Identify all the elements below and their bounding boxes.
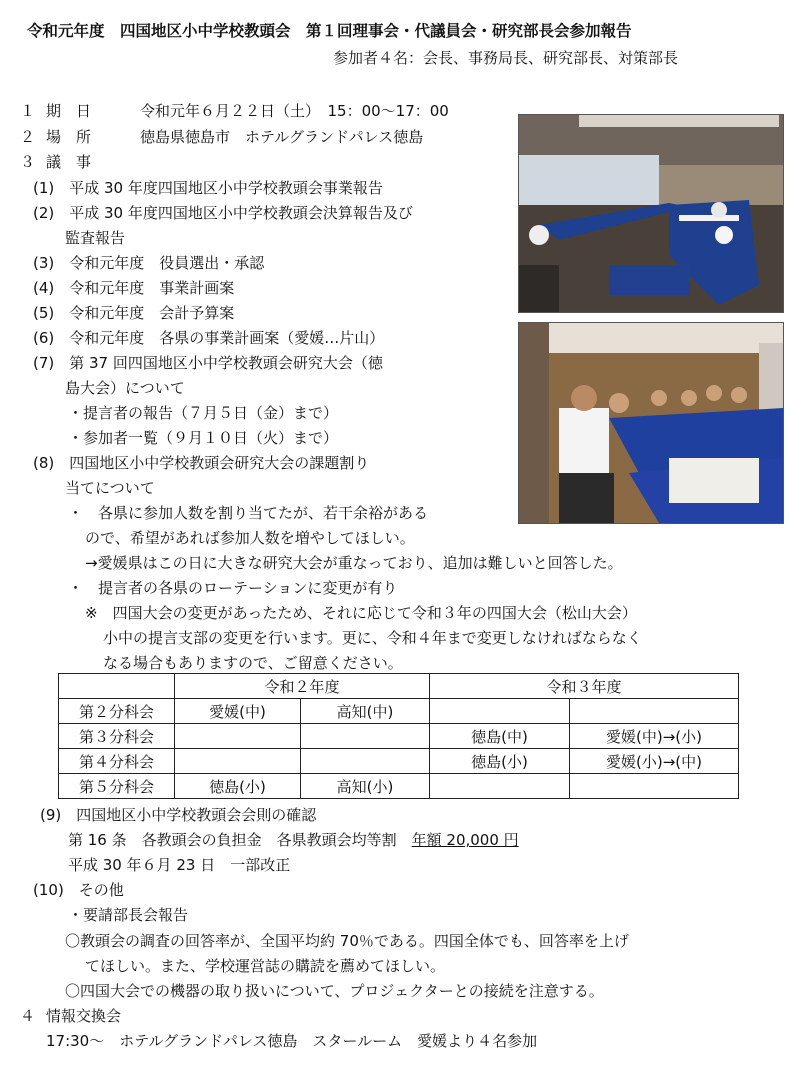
section-2-label: 場 所 bbox=[46, 128, 92, 146]
table-cell bbox=[301, 724, 430, 749]
agenda-item-10: (10) その他 bbox=[33, 881, 124, 899]
agenda-item-7-sub-1: ・提言者の報告（７月５日（金）まで） bbox=[68, 404, 339, 422]
meeting-photo-1 bbox=[518, 114, 784, 313]
agenda-item-7: (7) 第 37 回四国地区小中学校教頭会研究大会（徳 bbox=[33, 354, 383, 372]
agenda-item-1: (1) 平成 30 年度四国地区小中学校教頭会事業報告 bbox=[33, 179, 383, 197]
table-cell: 愛媛(中)→(小) bbox=[570, 724, 739, 749]
table-cell bbox=[175, 724, 301, 749]
section-3-number: ３ bbox=[20, 153, 36, 171]
table-year-header: 令和３年度 bbox=[430, 674, 739, 699]
agenda-item-9: (9) 四国地区小中学校教頭会会則の確認 bbox=[40, 806, 317, 824]
agenda-item-3: (3) 令和元年度 役員選出・承認 bbox=[33, 254, 265, 272]
section-1-label: 期 日 bbox=[46, 102, 92, 120]
table-row bbox=[59, 699, 739, 724]
agenda-item-8-bullet-1: ・ 各県に参加人数を割り当てたが、若干余裕がある bbox=[68, 504, 429, 522]
section-2-place: 徳島県徳島市 ホテルグランドパレス徳島 bbox=[140, 128, 424, 146]
table-row bbox=[59, 724, 739, 749]
allocation-table bbox=[58, 673, 739, 799]
table-cell bbox=[570, 699, 739, 724]
table-row bbox=[59, 749, 739, 774]
table-row-label: 第３分科会 bbox=[59, 724, 175, 749]
meeting-photo-2 bbox=[518, 322, 784, 524]
section-3-label: 議 事 bbox=[46, 153, 92, 171]
table-cell: 高知(小) bbox=[301, 774, 430, 799]
annual-fee-amount: 年額 20,000 円 bbox=[411, 831, 519, 849]
article-16-text: 第 16 条 各教頭会の負担金 各県教頭会均等割 bbox=[68, 831, 412, 849]
table-header-row bbox=[59, 674, 739, 699]
table-cell: 徳島(小) bbox=[430, 749, 570, 774]
table-corner-cell bbox=[59, 674, 175, 699]
table-cell bbox=[570, 774, 739, 799]
table-row-label: 第４分科会 bbox=[59, 749, 175, 774]
agenda-item-8-bullet-2: ・ 提言者の各県のローテーションに変更が有り bbox=[68, 579, 398, 597]
agenda-item-6: (6) 令和元年度 各県の事業計画案（愛媛…片山） bbox=[33, 329, 385, 347]
article-16-line bbox=[68, 830, 519, 850]
table-row bbox=[59, 774, 739, 799]
agenda-item-2: (2) 平成 30 年度四国地区小中学校教頭会決算報告及び bbox=[33, 204, 413, 222]
revision-date: 平成 30 年６月 23 日 一部改正 bbox=[68, 856, 291, 874]
section-4-label: 情報交換会 bbox=[46, 1007, 122, 1025]
attendees-line: 参加者４名：会長、事務局長、研究部長、対策部長 bbox=[333, 49, 679, 67]
agenda-item-8-cont: 当てについて bbox=[65, 479, 155, 497]
request-line-1: 〇教頭会の調査の回答率が、全国平均約 70％である。四国全体でも、回答率を上げ bbox=[65, 932, 629, 950]
section-4-number: ４ bbox=[20, 1007, 36, 1025]
table-row-label: 第５分科会 bbox=[59, 774, 175, 799]
table-year-header: 令和２年度 bbox=[175, 674, 430, 699]
table-cell bbox=[175, 749, 301, 774]
section-1-number: １ bbox=[20, 102, 36, 120]
table-cell bbox=[430, 774, 570, 799]
report-title: 令和元年度 四国地区小中学校教頭会 第１回理事会・代議員会・研究部長会参加報告 bbox=[27, 22, 632, 40]
agenda-item-4: (4) 令和元年度 事業計画案 bbox=[33, 279, 235, 297]
agenda-item-8-note: ※ 四国大会の変更があったため、それに応じて令和３年の四国大会（松山大会） bbox=[85, 604, 637, 622]
agenda-item-8-note-cont-1: 小中の提言支部の変更を行います。更に、令和４年まで変更しなければならなく bbox=[103, 629, 642, 647]
table-cell: 徳島(小) bbox=[175, 774, 301, 799]
request-line-1-cont: てほしい。また、学校運営誌の購読を薦めてほしい。 bbox=[85, 957, 446, 975]
agenda-item-2-cont: 監査報告 bbox=[65, 229, 126, 247]
section-1-date: 令和元年６月２２日（土） 15：00〜17：00 bbox=[140, 102, 449, 120]
agenda-item-8: (8) 四国地区小中学校教頭会研究大会の課題割り bbox=[33, 454, 370, 472]
exchange-meeting-detail: 17:30〜 ホテルグランドパレス徳島 スタールーム 愛媛より４名参加 bbox=[46, 1032, 538, 1050]
table-cell: 徳島(中) bbox=[430, 724, 570, 749]
request-line-2: 〇四国大会での機器の取り扱いについて、プロジェクターとの接続を注意する。 bbox=[65, 982, 604, 1000]
request-report-heading: ・要請部長会報告 bbox=[68, 906, 189, 924]
table-cell: 愛媛(中) bbox=[175, 699, 301, 724]
agenda-item-5: (5) 令和元年度 会計予算案 bbox=[33, 304, 235, 322]
table-cell bbox=[301, 749, 430, 774]
table-row-label: 第２分科会 bbox=[59, 699, 175, 724]
agenda-item-8-bullet-1-cont: ので、希望があれば参加人数を増やしてほしい。 bbox=[85, 529, 415, 547]
agenda-item-8-answer: →愛媛県はこの日に大きな研究大会が重なっており、追加は難しいと回答した。 bbox=[85, 554, 623, 572]
agenda-item-7-cont: 島大会）について bbox=[65, 379, 185, 397]
table-cell: 愛媛(小)→(中) bbox=[570, 749, 739, 774]
agenda-item-8-note-cont-2: なる場合もありますので、ご留意ください。 bbox=[103, 654, 403, 672]
section-2-number: ２ bbox=[20, 128, 36, 146]
agenda-item-7-sub-2: ・参加者一覧（９月１０日（火）まで） bbox=[68, 429, 339, 447]
table-cell bbox=[430, 699, 570, 724]
table-cell: 高知(中) bbox=[301, 699, 430, 724]
